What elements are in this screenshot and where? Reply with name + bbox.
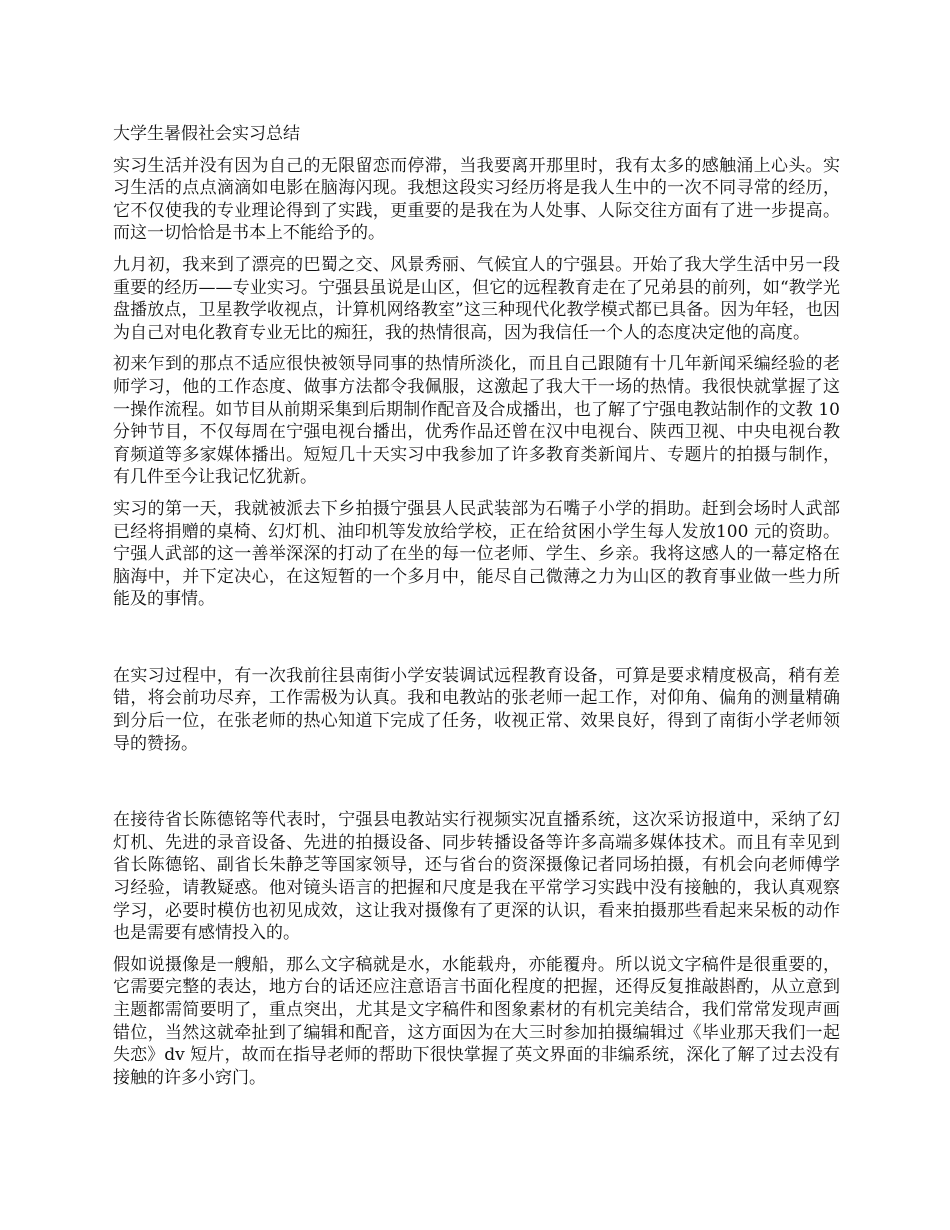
paragraph-6: 在接待省长陈德铭等代表时，宁强县电教站实行视频实况直播系统，这次采访报道中，采纳了幻灯机、先进的录音设备、先进的拍摄设备、同步转播设备等许多高端多媒体技术。而且有幸见到省长陈德铭、副省长朱静芝等国家领导，还与省台的资深摄像记者同场拍摄，有机会向老师傅学习经验，请教疑惑。他对镜头语言的把握和尺度是我在平常学习实践中没有接触的，我认真观察学习，必要时模仿也初见成效，这让我对摄像有了更深的认识，看来拍摄那些看起来呆板的动作也是需要有感情投入的。 [113, 810, 840, 944]
paragraph-3: 初来乍到的那点不适应很快被领导同事的热情所淡化，而且自己跟随有十几年新闻采编经验的老师学习，他的工作态度、做事方法都令我佩服，这激起了我大干一场的热情。我很快就掌握了这一操作流程。如节目从前期采集到后期制作配音及合成播出，也了解了宁强电教站制作的文教 10 分钟节目，不仅每周在宁强电视台播出，优秀作品还曾在汉中电视台、陕西卫视、中央电视台教育频道等多家媒体播出。短短几十天实习中我参加了许多教育类新闻片、专题片的拍摄与制作，有几件至今让我记忆犹新。 [113, 354, 840, 488]
blank-spacer [113, 764, 840, 809]
paragraph-2: 九月初，我来到了漂亮的巴蜀之交、风景秀丽、气候宜人的宁强县。开始了我大学生活中另一段重要的经历——专业实习。宁强县虽说是山区，但它的远程教育走在了兄弟县的前列，如“教学光盘播放点，卫星教学收视点，计算机网络教室”这三种现代化教学模式都已具备。因为年轻，也因为自己对电化教育专业无比的痴狂，我的热情很高，因为我信任一个人的态度决定他的高度。 [113, 254, 840, 343]
paragraph-4: 实习的第一天，我就被派去下乡拍摄宁强县人民武装部为石嘴子小学的捐助。赶到会场时人武部已经将捐赠的桌椅、幻灯机、油印机等发放给学校，正在给贫困小学生每人发放100 元的资助。宁强人武部的这一善举深深的打动了在坐的每一位老师、学生、乡亲。我将这感人的一幕定格在脑海中，并下定决心，在这短暂的一个多月中，能尽自己微薄之力为山区的教育事业做一些力所能及的事情。 [113, 498, 840, 610]
blank-spacer [113, 620, 840, 665]
paragraph-5: 在实习过程中，有一次我前往县南街小学安装调试远程教育设备，可算是要求精度极高，稍有差错，将会前功尽弃，工作需极为认真。我和电教站的张老师一起工作，对仰角、偏角的测量精确到分后一位，在张老师的热心知道下完成了任务，收视正常、效果良好，得到了南街小学老师领导的赞扬。 [113, 665, 840, 754]
paragraph-1: 实习生活并没有因为自己的无限留恋而停滞，当我要离开那里时，我有太多的感触涌上心头。实习生活的点点滴滴如电影在脑海闪现。我想这段实习经历将是我人生中的一次不同寻常的经历，它不仅使我的专业理论得到了实践，更重要的是我在为人处事、人际交往方面有了进一步提高。而这一切恰恰是书本上不能给予的。 [113, 155, 840, 244]
document-title: 大学生暑假社会实习总结 [113, 124, 300, 144]
document-page [113, 123, 840, 1098]
paragraph-7: 假如说摄像是一艘船，那么文字稿就是水，水能载舟，亦能覆舟。所以说文字稿件是很重要的，它需要完整的表达，地方台的话还应注意语言书面化程度的把握，还得反复推敲斟酌，从立意到主题都需简要明了，重点突出，尤其是文字稿件和图象素材的有机完美结合，我们常常发现声画错位，当然这就牵扯到了编辑和配音，这方面因为在大三时参加拍摄编辑过《毕业那天我们一起失恋》dv 短片，故而在指导老师的帮助下很快掌握了英文界面的非编系统，深化了解了过去没有接触的许多小窍门。 [113, 954, 840, 1088]
